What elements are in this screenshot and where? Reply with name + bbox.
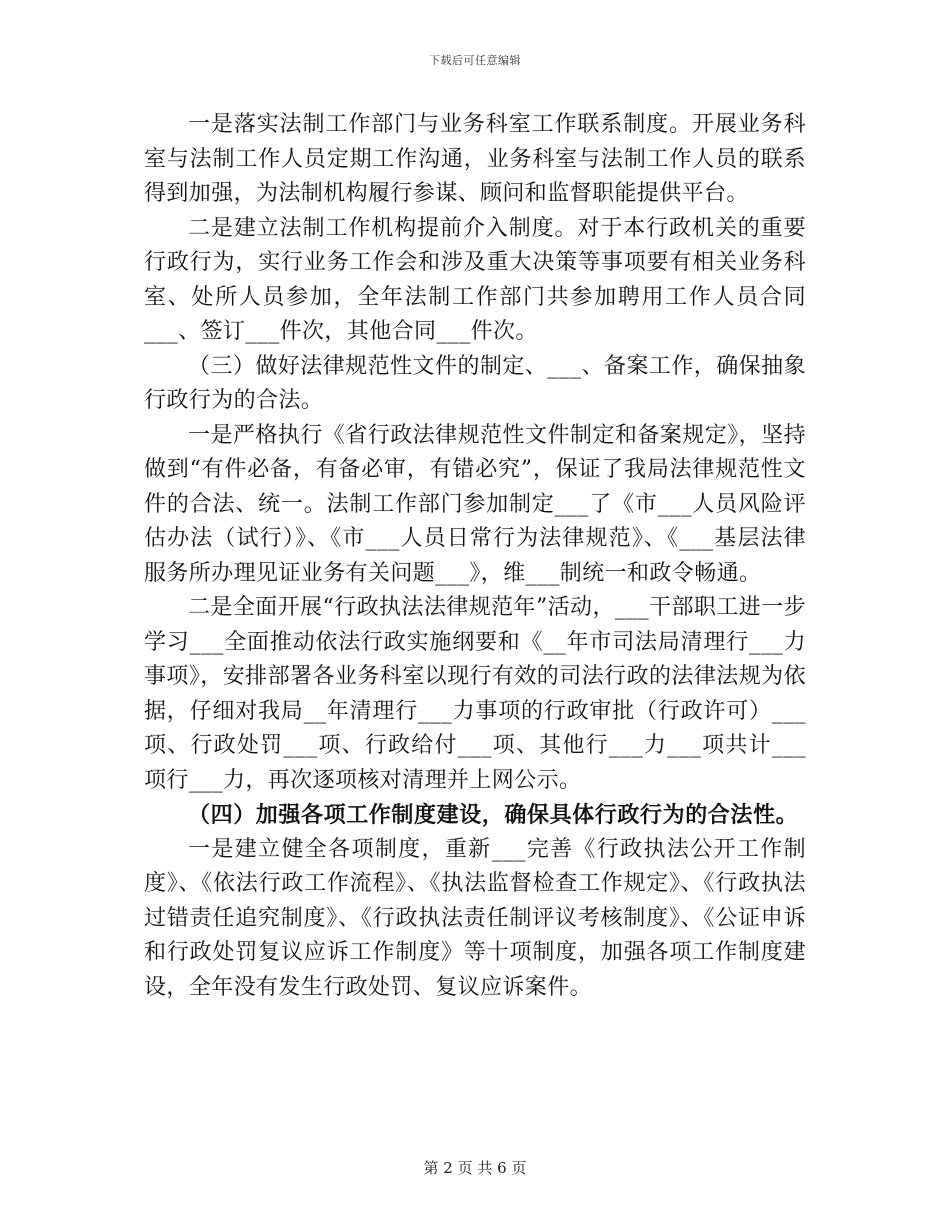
paragraph-liaison-system: 一是落实法制工作部门与业务科室工作联系制度。开展业务科室与法制工作人员定期工作沟通，业务科室与法制工作人员的联系得到加强，为法制机构履行参谋、顾问和监督职能提供平台。: [144, 112, 806, 206]
paragraph-law-norm-year: 二是全面开展“行政执法法律规范年”活动，___干部职工进一步学习___全面推动依法行政实施纲要和《__年市司法局清理行___力事项》，安排部署各业务科室以现行有效的司法行政的法律法规为依据，仔细对我局__年清理行___力事项的行政审批（行政许可）___项、行政处罚___项、行政给付___项、其他行___力___项共计___项行___力，再次逐项核对清理并上网公示。: [144, 595, 806, 793]
paragraph-section-three-heading: （三）做好法律规范性文件的制定、___、备案工作，确保抽象行政行为的合法。: [144, 353, 806, 413]
paragraph-strict-regulations: 一是严格执行《省行政法律规范性文件制定和备案规定》，坚持做到“有件必备，有备必审，有错必究”，保证了我局法律规范性文件的合法、统一。法制工作部门参加制定___了《市___人员风险评估办法（试行）》、《市___人员日常行为法律规范》、《___基层法律服务所办理见证业务有关问题___》，维___制统一和政令畅通。: [144, 422, 806, 586]
paragraph-early-intervention: 二是建立法制工作机构提前介入制度。对于本行政机关的重要行政行为，实行业务工作会和涉及重大决策等事项要有相关业务科室、处所人员参加，全年法制工作部门共参加聘用工作人员合同___、签订___件次，其他合同___件次。: [144, 215, 806, 344]
page-number: 第 2 页 共 6 页: [423, 1159, 527, 1177]
page-header-note: 下载后可任意编辑: [429, 54, 521, 67]
paragraph-system-building: 一是建立健全各项制度，重新___完善《行政执法公开工作制度》、《依法行政工作流程》、《执法监督检查工作规定》、《行政执法过错责任追究制度》、《行政执法责任制评议考核制度》、《公证申诉和行政处罚复议应诉工作制度》等十项制度，加强各项工作制度建设，全年没有发生行政处罚、复议应诉案件。: [144, 836, 806, 1000]
paragraph-section-four-heading: （四）加强各项工作制度建设，确保具体行政行为的合法性。: [188, 802, 799, 828]
document-body: [144, 108, 806, 1005]
